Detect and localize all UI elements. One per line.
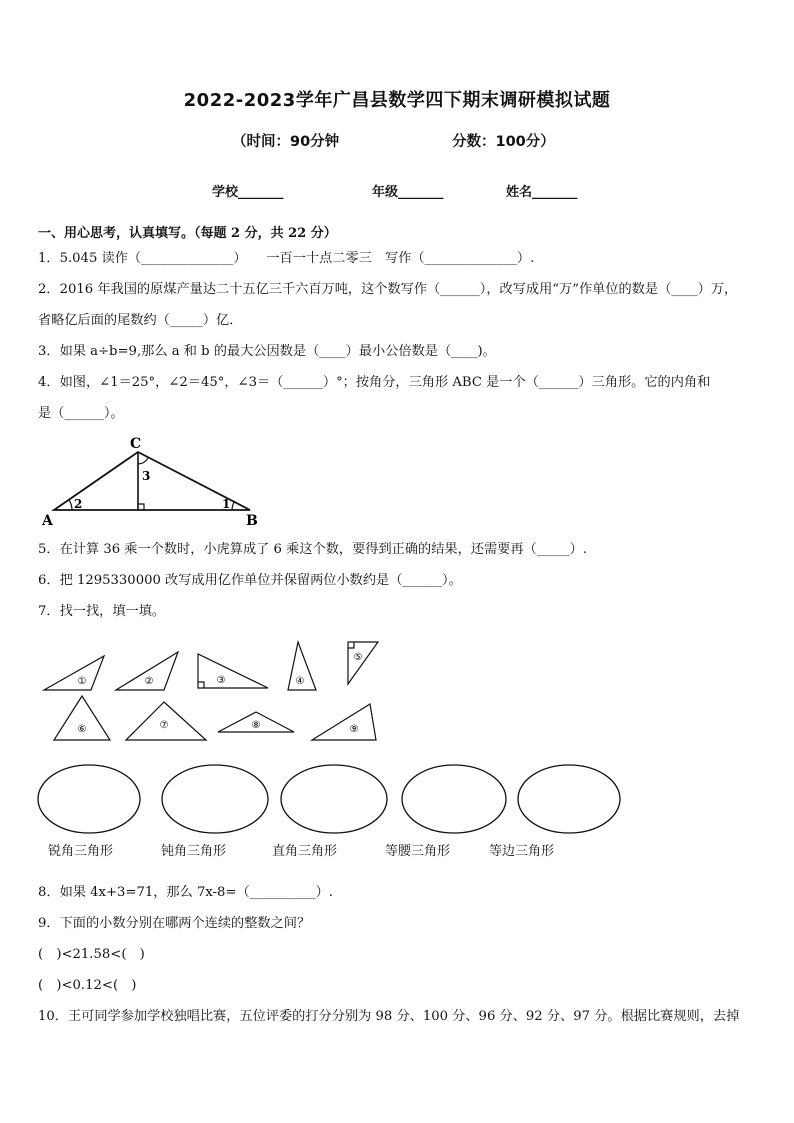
question-4-line-2: 是（______）。: [38, 406, 124, 421]
question-3: 3．如果 a÷b=9,那么 a 和 b 的最大公因数是（____）最小公倍数是（____)。: [38, 344, 496, 359]
acute-ellipse[interactable]: [38, 765, 140, 833]
equilateral-label: 等边三角形: [489, 844, 555, 859]
total-score: 分数：100分）: [452, 134, 555, 150]
vertex-c-label: C: [130, 436, 142, 452]
question-8: 8．如果 4x+3=71，那么 7x-8=（__________）.: [38, 885, 333, 900]
obtuse-ellipse[interactable]: [162, 765, 268, 833]
triangle-3: [198, 654, 268, 688]
section-heading: 一、用心思考，认真填写。（每题 2 分，共 22 分）: [38, 226, 337, 241]
question-1: 1．5.045 读作（______________） 一百一十点二零三 写作（______________）.: [38, 251, 535, 266]
right-ellipse[interactable]: [281, 765, 387, 833]
question-9-item-a: ( )<21.58<( ): [38, 947, 145, 962]
name-field[interactable]: 姓名_______: [506, 185, 578, 200]
page-title: 2022-2023学年广昌县数学四下期末调研模拟试题: [183, 90, 611, 111]
triangle-3-right-angle: [198, 682, 204, 688]
question-10: 10．王可同学参加学校独唱比赛，五位评委的打分分别为 98 分、100 分、96 分、92 分、97 分。根据比赛规则，去掉: [38, 1009, 740, 1024]
triangle-6-label: ⑥: [77, 724, 87, 735]
question-7: 7．找一找，填一填。: [38, 604, 166, 619]
question-2-line-2: 省略亿后面的尾数约（_____）亿．: [38, 313, 243, 328]
triangle-9-label: ⑨: [349, 724, 359, 735]
triangle-1-label: ①: [77, 676, 87, 687]
triangle-5-label: ⑤: [353, 652, 363, 663]
question-2-line-1: 2．2016 年我国的原煤产量达二十五亿三千六百万吨，这个数写作（______），改写成用“万”作单位的数是（____）万，: [38, 282, 738, 297]
angle-2-arc: [69, 500, 72, 510]
acute-label: 锐角三角形: [48, 844, 114, 859]
triangle-abc: [54, 452, 250, 510]
triangles-figure: [36, 636, 386, 746]
triangle-abc-figure: [40, 436, 270, 528]
isosceles-label: 等腰三角形: [385, 844, 451, 859]
angle-1-arc: [232, 502, 234, 510]
question-5: 5．在计算 36 乘一个数时，小虎算成了 6 乘这个数，要得到正确的结果，还需要再（_____）.: [38, 542, 588, 557]
question-9-item-b: ( )<0.12<( ): [38, 978, 137, 993]
triangle-8-label: ⑧: [251, 720, 261, 731]
time-limit: （时间：90分钟: [232, 134, 340, 150]
vertex-a-label: A: [42, 513, 53, 528]
triangle-9: [312, 704, 376, 740]
angle-1-label: 1: [222, 497, 231, 511]
question-9: 9．下面的小数分别在哪两个连续的整数之间？: [38, 916, 311, 931]
vertex-b-label: B: [246, 513, 258, 528]
school-field[interactable]: 学校_______: [212, 185, 284, 200]
right-label: 直角三角形: [272, 844, 338, 859]
triangle-1: [44, 656, 104, 690]
isosceles-ellipse[interactable]: [402, 765, 506, 833]
triangle-2-label: ②: [144, 676, 154, 687]
question-4-line-1: 4．如图，∠1＝25°，∠2＝45°，∠3＝（______）°；按角分，三角形 ABC 是一个（______）三角形。它的内角和: [38, 375, 711, 390]
grade-field[interactable]: 年级_______: [372, 185, 444, 200]
triangle-7-label: ⑦: [159, 720, 169, 731]
triangle-5-right-angle: [348, 642, 354, 648]
angle-3-arc: [138, 458, 148, 464]
question-6: 6．把 1295330000 改写成用亿作单位并保留两位小数约是（______）。: [38, 573, 462, 588]
obtuse-label: 钝角三角形: [161, 844, 227, 859]
triangle-4-label: ④: [295, 676, 305, 687]
equilateral-ellipse[interactable]: [518, 765, 620, 833]
triangle-3-label: ③: [216, 675, 226, 686]
angle-2-label: 2: [74, 497, 83, 511]
angle-3-label: 3: [142, 469, 151, 483]
classification-ellipses: [36, 762, 762, 838]
